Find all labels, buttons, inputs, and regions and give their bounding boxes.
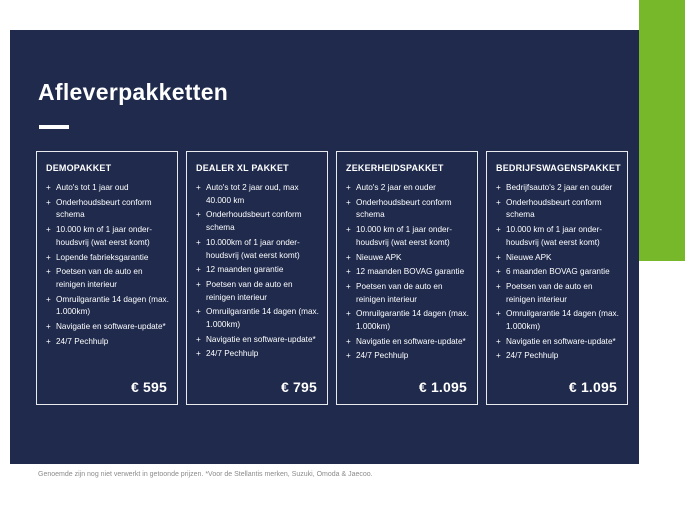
feature-item: + Onderhoudsbeurt conform schema [495, 197, 619, 222]
footnote: Genoemde zijn nog niet verwerkt in getoonde prijzen. *Voor de Stellantis merken, Suzuki, Omoda & Jaecoo. [38, 471, 373, 478]
feature-item: + Poetsen van de auto en reinigen interieur [495, 281, 619, 306]
feature-list [45, 182, 169, 350]
feature-item: + Omruilgarantie 14 dagen (max. 1.000km) [345, 308, 469, 333]
feature-item: + 24/7 Pechhulp [45, 336, 169, 349]
feature-item: + Poetsen van de auto en reinigen interieur [45, 266, 169, 291]
package-title: ZEKERHEIDSPAKKET [346, 163, 444, 173]
feature-item: + 24/7 Pechhulp [195, 348, 319, 361]
feature-list [195, 182, 319, 363]
package-card [336, 151, 478, 405]
package-title: DEALER XL PAKKET [196, 163, 289, 173]
package-price: € 1.095 [568, 379, 617, 395]
feature-item: + Auto's tot 1 jaar oud [45, 182, 169, 195]
feature-item: + Onderhoudsbeurt conform schema [45, 197, 169, 222]
feature-item: + Onderhoudsbeurt conform schema [195, 209, 319, 234]
package-price: € 595 [130, 379, 167, 395]
package-card [36, 151, 178, 405]
package-cards [36, 151, 628, 405]
feature-item: + Omruilgarantie 14 dagen (max. 1.000km) [45, 294, 169, 319]
title-underline [39, 125, 69, 129]
feature-item: + 12 maanden BOVAG garantie [345, 266, 469, 279]
feature-list [495, 182, 619, 365]
package-title: DEMOPAKKET [46, 163, 112, 173]
feature-item: + Auto's tot 2 jaar oud, max 40.000 km [195, 182, 319, 207]
feature-item: + Navigatie en software-update* [345, 336, 469, 349]
package-card [486, 151, 628, 405]
feature-item: + 10.000km of 1 jaar onder-houdsvrij (wat eerst komt) [195, 237, 319, 262]
feature-item: + 6 maanden BOVAG garantie [495, 266, 619, 279]
feature-item: + 24/7 Pechhulp [495, 350, 619, 363]
package-price: € 795 [280, 379, 317, 395]
feature-item: + Bedrijfsauto's 2 jaar en ouder [495, 182, 619, 195]
package-title: BEDRIJFSWAGENSPAKKET [496, 163, 621, 173]
feature-item: + Nieuwe APK [495, 252, 619, 265]
feature-item: + Navigatie en software-update* [195, 334, 319, 347]
feature-item: + Navigatie en software-update* [495, 336, 619, 349]
feature-item: + Omruilgarantie 14 dagen (max. 1.000km) [495, 308, 619, 333]
feature-item: + 24/7 Pechhulp [345, 350, 469, 363]
package-card [186, 151, 328, 405]
page-title: Afleverpakketten [38, 79, 229, 105]
package-price: € 1.095 [418, 379, 467, 395]
feature-item: + Omruilgarantie 14 dagen (max. 1.000km) [195, 306, 319, 331]
main-panel [10, 30, 639, 464]
feature-item: + 12 maanden garantie [195, 264, 319, 277]
feature-item: + Auto's 2 jaar en ouder [345, 182, 469, 195]
feature-list [345, 182, 469, 365]
feature-item: + Onderhoudsbeurt conform schema [345, 197, 469, 222]
feature-item: + 10.000 km of 1 jaar onder-houdsvrij (wat eerst komt) [495, 224, 619, 249]
feature-item: + Poetsen van de auto en reinigen interieur [345, 281, 469, 306]
feature-item: + Navigatie en software-update* [45, 321, 169, 334]
green-accent-block [639, 0, 685, 261]
feature-item: + 10.000 km of 1 jaar onder-houdsvrij (wat eerst komt) [345, 224, 469, 249]
feature-item: + Nieuwe APK [345, 252, 469, 265]
feature-item: + Lopende fabrieksgarantie [45, 252, 169, 265]
feature-item: + 10.000 km of 1 jaar onder-houdsvrij (wat eerst komt) [45, 224, 169, 249]
feature-item: + Poetsen van de auto en reinigen interieur [195, 279, 319, 304]
